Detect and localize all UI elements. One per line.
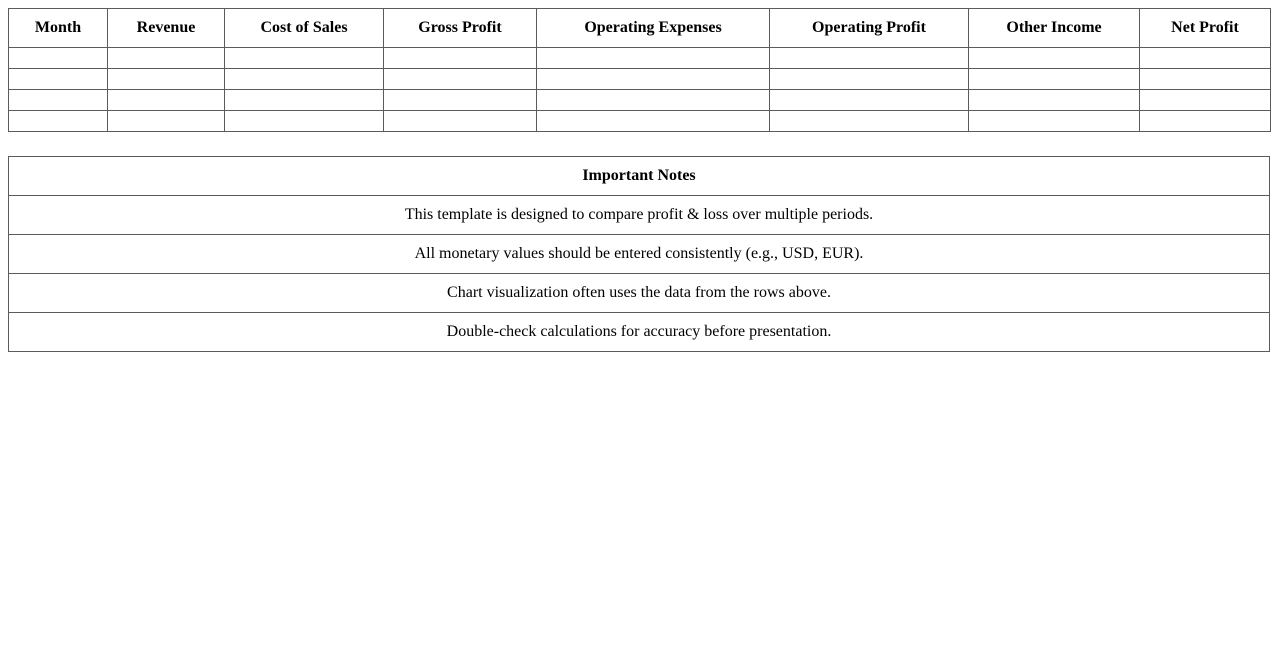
note-text: Double-check calculations for accuracy before presentation. bbox=[9, 313, 1270, 352]
table-cell[interactable] bbox=[225, 111, 384, 132]
table-cell[interactable] bbox=[770, 48, 969, 69]
table-cell[interactable] bbox=[1140, 90, 1271, 111]
table-cell[interactable] bbox=[537, 111, 770, 132]
table-header-row bbox=[9, 9, 1271, 48]
table-cell[interactable] bbox=[1140, 48, 1271, 69]
list-item bbox=[9, 313, 1270, 352]
table-cell[interactable] bbox=[537, 69, 770, 90]
table-cell[interactable] bbox=[384, 90, 537, 111]
header-operating-profit: Operating Profit bbox=[770, 9, 969, 48]
table-cell[interactable] bbox=[384, 69, 537, 90]
table-cell[interactable] bbox=[9, 69, 108, 90]
header-revenue: Revenue bbox=[108, 9, 225, 48]
table-cell[interactable] bbox=[770, 111, 969, 132]
table-cell[interactable] bbox=[384, 111, 537, 132]
table-cell[interactable] bbox=[9, 90, 108, 111]
table-cell[interactable] bbox=[969, 69, 1140, 90]
table-cell[interactable] bbox=[969, 48, 1140, 69]
table-cell[interactable] bbox=[225, 48, 384, 69]
note-text: All monetary values should be entered consistently (e.g., USD, EUR). bbox=[9, 235, 1270, 274]
list-item bbox=[9, 196, 1270, 235]
list-item bbox=[9, 274, 1270, 313]
table-cell[interactable] bbox=[225, 69, 384, 90]
notes-title: Important Notes bbox=[9, 157, 1270, 196]
table-cell[interactable] bbox=[1140, 69, 1271, 90]
table-cell[interactable] bbox=[225, 90, 384, 111]
table-row bbox=[9, 90, 1271, 111]
table-cell[interactable] bbox=[969, 90, 1140, 111]
table-row bbox=[9, 69, 1271, 90]
header-month: Month bbox=[9, 9, 108, 48]
header-other-income: Other Income bbox=[969, 9, 1140, 48]
table-cell[interactable] bbox=[770, 90, 969, 111]
table-cell[interactable] bbox=[537, 90, 770, 111]
table-cell[interactable] bbox=[108, 69, 225, 90]
table-cell[interactable] bbox=[9, 48, 108, 69]
notes-header-row bbox=[9, 157, 1270, 196]
profit-loss-table bbox=[8, 8, 1271, 132]
table-cell[interactable] bbox=[969, 111, 1140, 132]
header-cost-of-sales: Cost of Sales bbox=[225, 9, 384, 48]
table-cell[interactable] bbox=[108, 90, 225, 111]
header-gross-profit: Gross Profit bbox=[384, 9, 537, 48]
list-item bbox=[9, 235, 1270, 274]
table-row bbox=[9, 111, 1271, 132]
note-text: Chart visualization often uses the data from the rows above. bbox=[9, 274, 1270, 313]
table-cell[interactable] bbox=[384, 48, 537, 69]
important-notes-table bbox=[8, 156, 1270, 352]
table-cell[interactable] bbox=[1140, 111, 1271, 132]
table-cell[interactable] bbox=[108, 111, 225, 132]
note-text: This template is designed to compare profit & loss over multiple periods. bbox=[9, 196, 1270, 235]
header-net-profit: Net Profit bbox=[1140, 9, 1271, 48]
table-cell[interactable] bbox=[108, 48, 225, 69]
table-cell[interactable] bbox=[770, 69, 969, 90]
header-operating-expenses: Operating Expenses bbox=[537, 9, 770, 48]
table-cell[interactable] bbox=[537, 48, 770, 69]
table-cell[interactable] bbox=[9, 111, 108, 132]
table-row bbox=[9, 48, 1271, 69]
